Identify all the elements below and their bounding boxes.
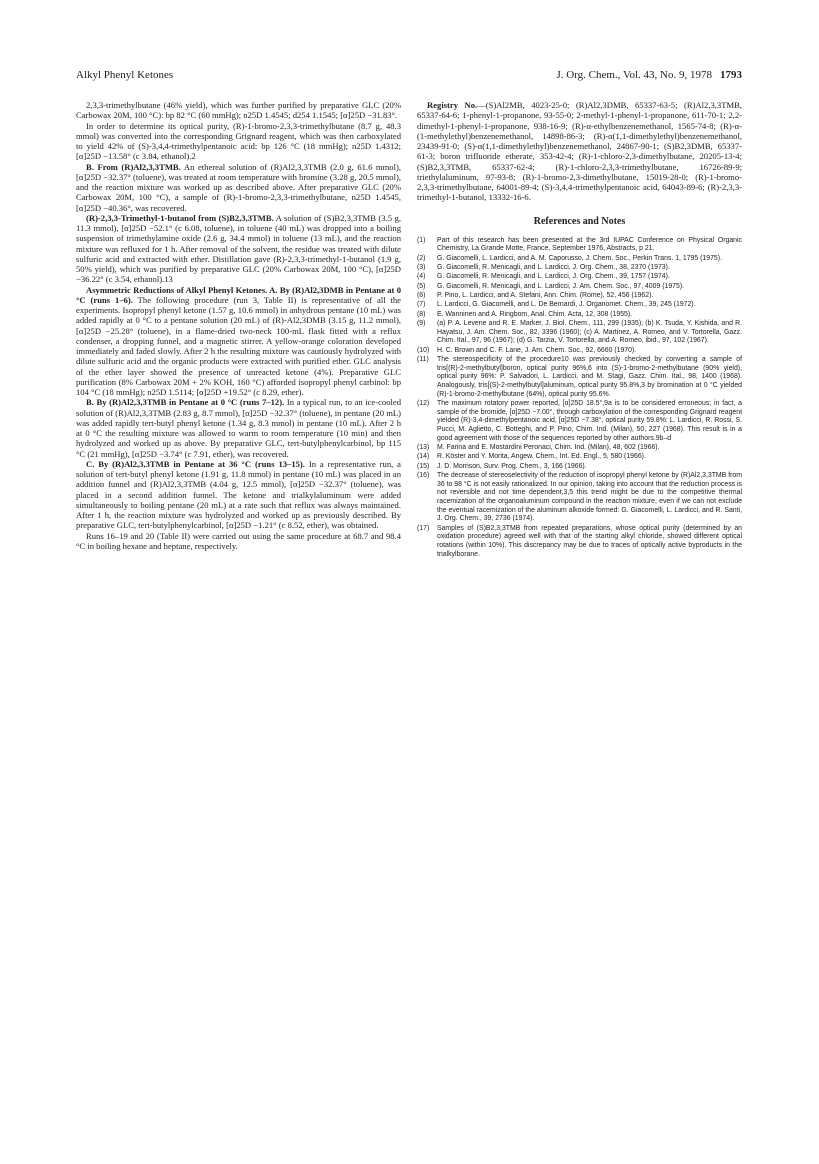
left-column [76, 100, 401, 551]
reference-item [417, 255, 742, 264]
paragraph-heading: B. From (R)Al2,3,3TMB. [86, 161, 181, 172]
running-title: Alkyl Phenyl Ketones [76, 69, 174, 81]
paragraph-text: 2,3,3-trimethylbutane (46% yield), which was further purified by preparative GLC (20% Carbowax 20M, 100 °C): bp 82 °C (60 mmHg); n25D 1.4545; d254 1.1545; [α]25D −31.83°. [76, 100, 401, 121]
reference-number: (16) [417, 471, 430, 479]
reference-item [417, 283, 742, 292]
body-paragraph [76, 100, 401, 121]
paragraph-text: In a typical run, to an ice-cooled solution of (R)Al2,3,3TMB (2.83 g, 8.7 mmol), [α]25D −32.37° (toluene), in pentane (20 mL) was added rapidly tert-butyl phenyl ketone (1.34 g, 8.3 mmol) in pentane (10 mL). After 2 h at 0 °C the resulting mixture was allowed to warm to room temperature (10 min) and then hydrolyzed and worked up as above. By preparative GLC, tert-butylphenylcarbinol, bp 115 °C (21 mmHg), [α]25D −3.74° (c 7.91, ether), was recovered. [76, 397, 401, 459]
paragraph-text: The following procedure (run 3, Table II) is representative of all the experiments. Isopropyl phenyl ketone (1.57 g, 10.6 mmol) in anhydrous pentane (10 mL) was added rapidly at 0 °C to a pentane solution (20 mL) of (R)-Al2,3DMB (3.15 g, 11.2 mmol), [α]25D −25.28° (toluene), in a flame-dried two-neck 100-mL flask fitted with a reflux condenser, a dropping funnel, and a magnetic stirrer. A yellow-orange coloration developed immediately and faded slowly. After 2 h the resulting mixture was cautiously hydrolyzed with dilute sulfuric acid and the organic products were extracted with purified ether. GLC analysis of the ether layer showed the presence of unreacted ketone (4%). Preparative GLC purification (8% Carbowax 20M + 2% KOH, 160 °C) afforded isopropyl phenyl carbinol: bp 104 °C (18 mmHg); n25D 1.5114; [α]25D +19.52° (c 8.29, ether). [76, 294, 401, 397]
reference-number: (6) [417, 291, 426, 299]
paragraph-text: In a representative run, a solution of tert-butyl phenyl ketone (1.91 g, 11.8 mmol) in pentane (10 mL) was placed in an addition funnel and (R)Al2,3,3TMB (4.04 g, 12.5 mmol), [α]25D −32.37° (toluene), was placed in a second addition funnel. The ketone and trialkylaluminum were added simultaneously to boiling pentane (20 mL) at a rate such that reflux was always maintained. After 1 h, the reaction mixture was hydrolyzed and worked up as previously described. By preparative GLC, tert-butylphenylcarbinol, [α]25D −1.21° (c 8.52, ether), was obtained. [76, 458, 401, 531]
reference-text: (a) P. A. Levene and R. E. Marker, J. Biol. Chem., 111, 299 (1935); (b) K. Tsuda, Y. Kishida, and R. Hayatsu, J. Am. Chem. Soc., 82, 3396 (1960); (c) A. Martinez, A. Romeo, and V. Tortorella, Gazz. Chim. Ital., 97, 96 (1967); (d) G. Tarzia, V. Tortorella, and A. Romeo, ibid., 97, 102 (1967). [437, 319, 742, 345]
reference-number: (7) [417, 301, 426, 309]
reference-text: Part of this research has been presented at the 3rd IUPAC Conference on Physical Organic Chemistry, La Grande Motte, France, September 1976, Abstracts, p 21. [437, 236, 742, 253]
body-paragraph [76, 531, 401, 552]
journal-citation [556, 69, 742, 81]
reference-item [417, 311, 742, 320]
paragraph-heading: B. By (R)Al2,3,3TMB in Pentane at 0 °C (runs 7–12). [86, 397, 285, 408]
reference-number: (12) [417, 399, 430, 407]
reference-item [417, 292, 742, 301]
body-paragraph [76, 213, 401, 285]
paragraph-text: Runs 16–19 and 20 (Table II) were carried out using the same procedure at 68.7 and 98.4 °C in boiling hexane and heptane, respectively. [76, 530, 401, 551]
reference-text: The decrease of stereoselectivity of the reduction of isopropyl phenyl ketone by (R)Al2,3,3TMB from 36 to 98 °C is not easily rationalized. In our opinion, taking into account that the reduction process is not reversible and not time dependent,3,5 this trend might be due to the competitive thermal racemization of the organoaluminum compound in the reaction mixture, even if we can not exclude the eventual racemization of the aluminum alkoxide formed: G. Giacomelli, L. Lardicci, and R. Santi, J. Org. Chem., 39, 2736 (1974). [437, 471, 742, 523]
body-paragraph [76, 397, 401, 459]
reference-number: (11) [417, 355, 429, 363]
reference-number: (5) [417, 282, 426, 290]
reference-item [417, 273, 742, 282]
paragraph-text: An ethereal solution of (R)Al2,3,3TMB (2.0 g, 61.6 mmol), [α]25D −32.37° (toluene), was treated at room temperature with bromine (3.28 g, 20.5 mmol), and the reaction mixture was worked up as described above. After preparative GLC (20% Carbowax 20M, 100 °C), a sample of (R)-1-bromo-2,3,3-trimethylbutane, n25D 1.4545, [α]25D −40.36°, was recovered. [76, 161, 401, 213]
reference-item [417, 463, 742, 472]
reference-number: (14) [417, 453, 430, 461]
right-column [417, 100, 742, 560]
reference-item [417, 237, 742, 254]
reference-number: (8) [417, 310, 426, 318]
reference-item [417, 320, 742, 346]
reference-text: P. Pino, L. Lardicci, and A. Stefani, Ann. Chim. (Rome), 52, 456 (1962). [437, 291, 654, 299]
paragraph-text: A solution of (S)B2,3,3TMB (3.5 g, 11.3 mmol), [α]25D −52.1° (c 6.08, toluene), in toluene (40 mL) was dropped into a boiling suspension of trimethylamine oxide (2.6 g, 34.4 mmol) in toluene (13 mL), and the reaction mixture was refluxed for 1 h. After removal of the solvent, the residue was treated with dilute sulfuric acid and extracted with ether. Distillation gave (R)-2,3,3-trimethyl-1-butanol (1.9 g, 50% yield), which was purified by preparative GLC (20% Carbowax 20M, 100 °C), [α]25D −36.22° (c 3.54, ethanol).13 [76, 212, 401, 285]
page-number: 1793 [720, 69, 742, 81]
reference-number: (17) [417, 524, 430, 532]
reference-number: (3) [417, 264, 426, 272]
body-paragraph [76, 162, 401, 213]
reference-text: G. Giacomelli, R. Menicagli, and L. Lardicci, J. Org. Chem., 39, 1757 (1974). [437, 273, 670, 281]
paragraph-heading: C. By (R)Al2,3,3TMB in Pentane at 36 °C (runs 13–15). [86, 458, 305, 469]
registry-paragraph [417, 100, 742, 203]
reference-item [417, 301, 742, 310]
references-title: References and Notes [533, 215, 626, 227]
reference-number: (1) [417, 236, 426, 244]
reference-text: M. Farina and E. Mostardini Peronaci, Chim. Ind. (Milan), 48, 602 (1966). [437, 444, 660, 452]
reference-text: H. C. Brown and C. F. Lane, J. Am. Chem. Soc., 92, 6660 (1970). [437, 346, 637, 354]
reference-number: (2) [417, 254, 426, 262]
reference-item [417, 356, 742, 400]
body-paragraph [76, 121, 401, 162]
reference-text: Samples of (S)B2,3,3TMB from repeated preparations, whose optical purity (determined by an oxidation procedure) agreed well with that of the starting alkyl chloride, showed different optical rotations (within 10%). This discrepancy may be due to traces of optically active byproducts in the trialkylborane. [437, 524, 742, 558]
reference-text: G. Giacomelli, L. Lardicci, and A. M. Caporusso, J. Chem. Soc., Perkin Trans. 1, 1795 (1975). [437, 254, 722, 262]
paragraph-heading: Asymmetric Reductions of Alkyl Phenyl Ketones. A. By (R)Al2,3DMB in Pentane at 0 °C (runs 1–6). [76, 284, 401, 305]
reference-text: R. Köster and Y. Morita, Angew. Chem., Int. Ed. Engl., 5, 580 (1966). [437, 453, 646, 461]
reference-item [417, 264, 742, 273]
reference-number: (9) [417, 319, 426, 327]
body-paragraph [76, 459, 401, 531]
reference-item [417, 347, 742, 356]
reference-number: (10) [417, 346, 430, 354]
reference-item [417, 444, 742, 453]
reference-text: J. D. Morrison, Surv. Prog. Chem., 3, 166 (1966). [437, 462, 587, 470]
references-list [417, 237, 742, 560]
reference-item [417, 472, 742, 524]
reference-number: (15) [417, 462, 430, 470]
reference-text: E. Wanninen and A. Ringbom, Anal. Chim. Acta, 12, 308 (1955). [437, 310, 633, 318]
reference-item [417, 400, 742, 444]
paragraph-heading: (R)-2,3,3-Trimethyl-1-butanol from (S)B2,3,3TMB. [86, 212, 274, 223]
reference-number: (13) [417, 444, 430, 452]
reference-text: The stereospecificity of the procedure10 was previously checked by converting a sample of tris[(R)-2-methylbutyl]boron, optical purity 96%,6 into (S)-1-bromo-2-methylbutane (90% yield), optical purity 96%: P. Salvadori, L. Lardicci, and M. Stagi, Gazz. Chim. Ital., 98, 1400 (1968). Analogously, tris[(S)-2-methylbutyl]aluminum, optical purity 95.8%,3 by bromination at 0 °C yielded (R)-1-bromo-2-methylbutane (64%), optical purity 95.6%. [437, 355, 742, 398]
journal-name: J. Org. Chem., Vol. 43, No. 9, 1978 [556, 69, 712, 81]
reference-item [417, 453, 742, 462]
reference-item [417, 525, 742, 560]
body-paragraph [76, 285, 401, 398]
reference-text: The maximum rotatory power reported, [α]25D 18.5°,9a is to be considered erroneous; in fact, a sample of the bromide, [α]25D −7.00°, through carboxylation of the corresponding Grignard reagent yielded (R)-3,4-dimethylpentanoic acid, [α]25D −7.38°, optical purity 59.8%: L. Lardicci, R. Rossi, S. Pucci, M. Aglietto, C. Botteghi, and P. Pino, Chim. Ind. (Milan), 50, 227 (1968). This result is in a good agreement with those of the sequences reported by other authors.9b–d [437, 399, 742, 442]
registry-lead: Registry No. [427, 100, 478, 110]
reference-number: (4) [417, 273, 426, 281]
reference-text: L. Lardicci, G. Giacomelli, and L. De Bernardi, J. Organomet. Chem., 39, 245 (1972). [437, 301, 696, 309]
registry-text: —(S)Al2MB, 4023-25-0; (R)Al2,3DMB, 65337-63-5; (R)Al2,3,3TMB, 65337-64-6; 1-phenyl-1-propanone, 93-55-0; 2-methyl-1-phenyl-1-propanone, 611-70-1; 2,2-dimethyl-1-phenyl-1-propanone, 938-16-9; (R)-α-ethylbenzenemethanol, 1565-74-8; (R)-α-(1-methylethyl)benzenemethanol, 14898-86-3; (R)-α(1,1-dimethylethyl)benzenemethanol, 23439-91-0; (S)-α(1,1-dimethylethyl)benzenemethanol, 24867-90-1; (S)B2,3DMB, 65337-61-3; boron trifluoride etherate, 353-42-4; (R)-1-chloro-2,3-dimethylbutane, 20205-13-4; (S)B2,3,3TMB, 65337-62-4; (R)-1-chloro-2,3,3-trimethylbutane, 16726-89-9; triethylaluminum, 97-93-8; (R)-1-bromo-2,3-dimethylbutane, 15019-28-0; (R)-1-bromo-2,3,3-trimethylbutane, 64001-89-4; (S)-3,4,4-trimethylpentanoic acid, 64043-89-6; (R)-2,3,3-trimethyl-1-butanol, 13332-16-6. [417, 100, 742, 203]
page-header [76, 69, 742, 83]
reference-text: G. Giacomelli, R. Menicagli, and L. Lardicci, J. Am. Chem. Soc., 97, 4009 (1975). [437, 282, 685, 290]
reference-text: G. Giacomelli, R. Menicagli, and L. Lardicci, J. Org. Chem., 38, 2370 (1973). [437, 264, 670, 272]
paragraph-text: In order to determine its optical purity, (R)-1-bromo-2,3,3-trimethylbutane (8.7 g, 48.3 mmol) was converted into the corresponding Grignard reagent, which was then carboxylated to yield 42% of (S)-3,4,4-trimethylpentanoic acid: bp 126 °C (18 mmHg); n25D 1.4312; [α]25D −13.58° (c 3.84, ethanol).2 [76, 120, 401, 162]
